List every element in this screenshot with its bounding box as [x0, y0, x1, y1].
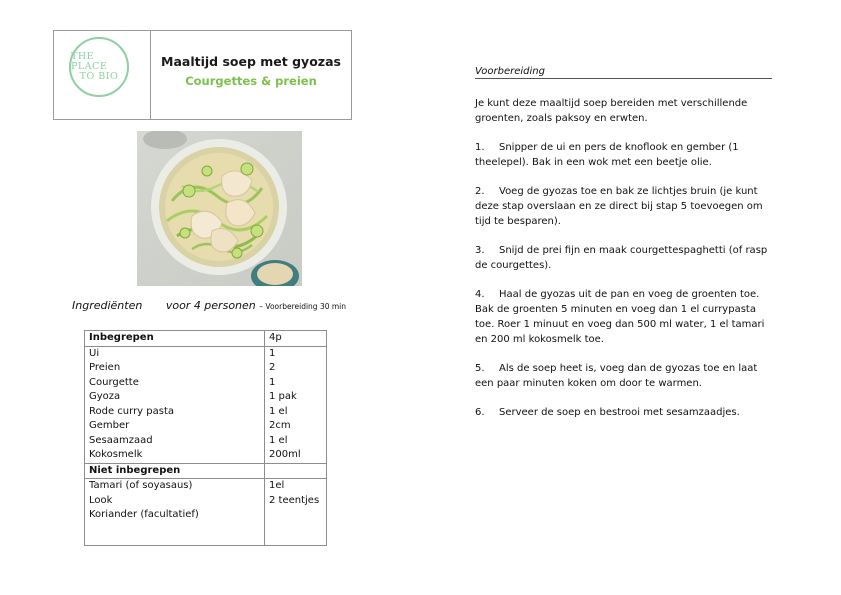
section-included-label: Inbegrepen [85, 331, 265, 347]
ingredient-name: Sesaamzaad [85, 434, 265, 449]
empty-cell [85, 523, 265, 546]
table-row [85, 508, 327, 523]
table-section-header [85, 331, 327, 347]
step-text: Haal de gyozas uit de pan en voeg de groenten toe. Bak de groenten 5 minuten en voeg dan 1 el currypasta toe. Roer 1 minuut en voeg dan 500 ml water, 1 el tamari en 200 ml kokosmelk toe. [475, 289, 765, 345]
ingredient-qty: 2cm [265, 419, 327, 434]
step-text: Snipper de ui en pers de knoflook en gember (1 theelepel). Bak in een wok met een beetje olie. [475, 142, 739, 168]
table-row [85, 390, 327, 405]
preparation-step [475, 361, 775, 391]
ingredient-qty: 2 [265, 361, 327, 376]
ingredient-qty: 1 pak [265, 390, 327, 405]
table-row [85, 434, 327, 449]
section-not-included-empty [265, 463, 327, 479]
step-number: 5. [475, 363, 485, 374]
ingredient-name: Tamari (of soyasaus) [85, 479, 265, 494]
table-row [85, 376, 327, 391]
table-row [85, 494, 327, 509]
ingredient-qty: 1 el [265, 434, 327, 449]
step-text: Serveer de soep en bestrooi met sesamzaadjes. [499, 407, 740, 418]
soup-photo [137, 131, 302, 286]
persons-label: voor 4 personen [165, 299, 256, 312]
table-row [85, 361, 327, 376]
brand-logo [69, 37, 129, 97]
ingredient-qty: 1 [265, 376, 327, 391]
preparation-step [475, 243, 775, 273]
step-text: Snijd de prei fijn en maak courgettespaghetti (of rasp de courgettes). [475, 245, 768, 271]
ingredients-label: Ingrediënten [72, 299, 143, 312]
recipe-subtitle: Courgettes & preien [185, 74, 317, 88]
ingredient-name: Look [85, 494, 265, 509]
table-row [85, 346, 327, 361]
table-row [85, 405, 327, 420]
ingredient-qty: 200ml [265, 448, 327, 463]
ingredient-qty: 1el [265, 479, 327, 494]
table-row [85, 448, 327, 463]
ingredient-name: Gyoza [85, 390, 265, 405]
recipe-title: Maaltijd soep met gyozas [161, 54, 341, 69]
table-row [85, 419, 327, 434]
section-included-persons: 4p [265, 331, 327, 347]
preparation-body [475, 96, 775, 434]
ingredient-name: Preien [85, 361, 265, 376]
preparation-step [475, 184, 775, 229]
preparation-heading: Voorbereiding [475, 66, 772, 79]
soup-bowl-illustration [137, 131, 302, 286]
table-section-header [85, 463, 327, 479]
ingredient-qty: 1 [265, 346, 327, 361]
ingredients-table [84, 330, 327, 546]
step-number: 6. [475, 407, 485, 418]
title-cell [151, 31, 351, 119]
ingredient-name: Koriander (facultatief) [85, 508, 265, 523]
step-text: Als de soep heet is, voeg dan de gyozas toe en laat een paar minuten koken om door te warmen. [475, 363, 758, 389]
table-row [85, 479, 327, 494]
ingredient-name: Gember [85, 419, 265, 434]
logo-cell [54, 31, 151, 119]
preparation-step [475, 287, 775, 347]
step-text: Voeg de gyozas toe en bak ze lichtjes bruin (je kunt deze stap overslaan en ze direct bij stap 5 toevoegen om tijd te besparen). [475, 186, 763, 227]
ingredient-name: Ui [85, 346, 265, 361]
step-number: 1. [475, 142, 485, 153]
ingredients-heading [72, 299, 346, 312]
ingredient-qty: 1 el [265, 405, 327, 420]
ingredient-name: Rode curry pasta [85, 405, 265, 420]
logo-line-2: TO BIO [79, 70, 119, 82]
ingredient-qty [265, 508, 327, 523]
prep-time-label: – Voorbereiding 30 min [259, 302, 347, 311]
recipe-header [53, 30, 352, 120]
preparation-intro: Je kunt deze maaltijd soep bereiden met verschillende groenten, zoals paksoy en erwten. [475, 98, 748, 124]
step-number: 2. [475, 186, 485, 197]
step-number: 3. [475, 245, 485, 256]
table-row-empty [85, 523, 327, 546]
logo-line-1: THE PLACE [71, 51, 108, 73]
preparation-step [475, 140, 775, 170]
ingredient-name: Courgette [85, 376, 265, 391]
ingredient-qty: 2 teentjes [265, 494, 327, 509]
step-number: 4. [475, 289, 485, 300]
preparation-step [475, 405, 775, 420]
empty-cell [265, 523, 327, 546]
ingredient-name: Kokosmelk [85, 448, 265, 463]
section-not-included-label: Niet inbegrepen [85, 463, 265, 479]
